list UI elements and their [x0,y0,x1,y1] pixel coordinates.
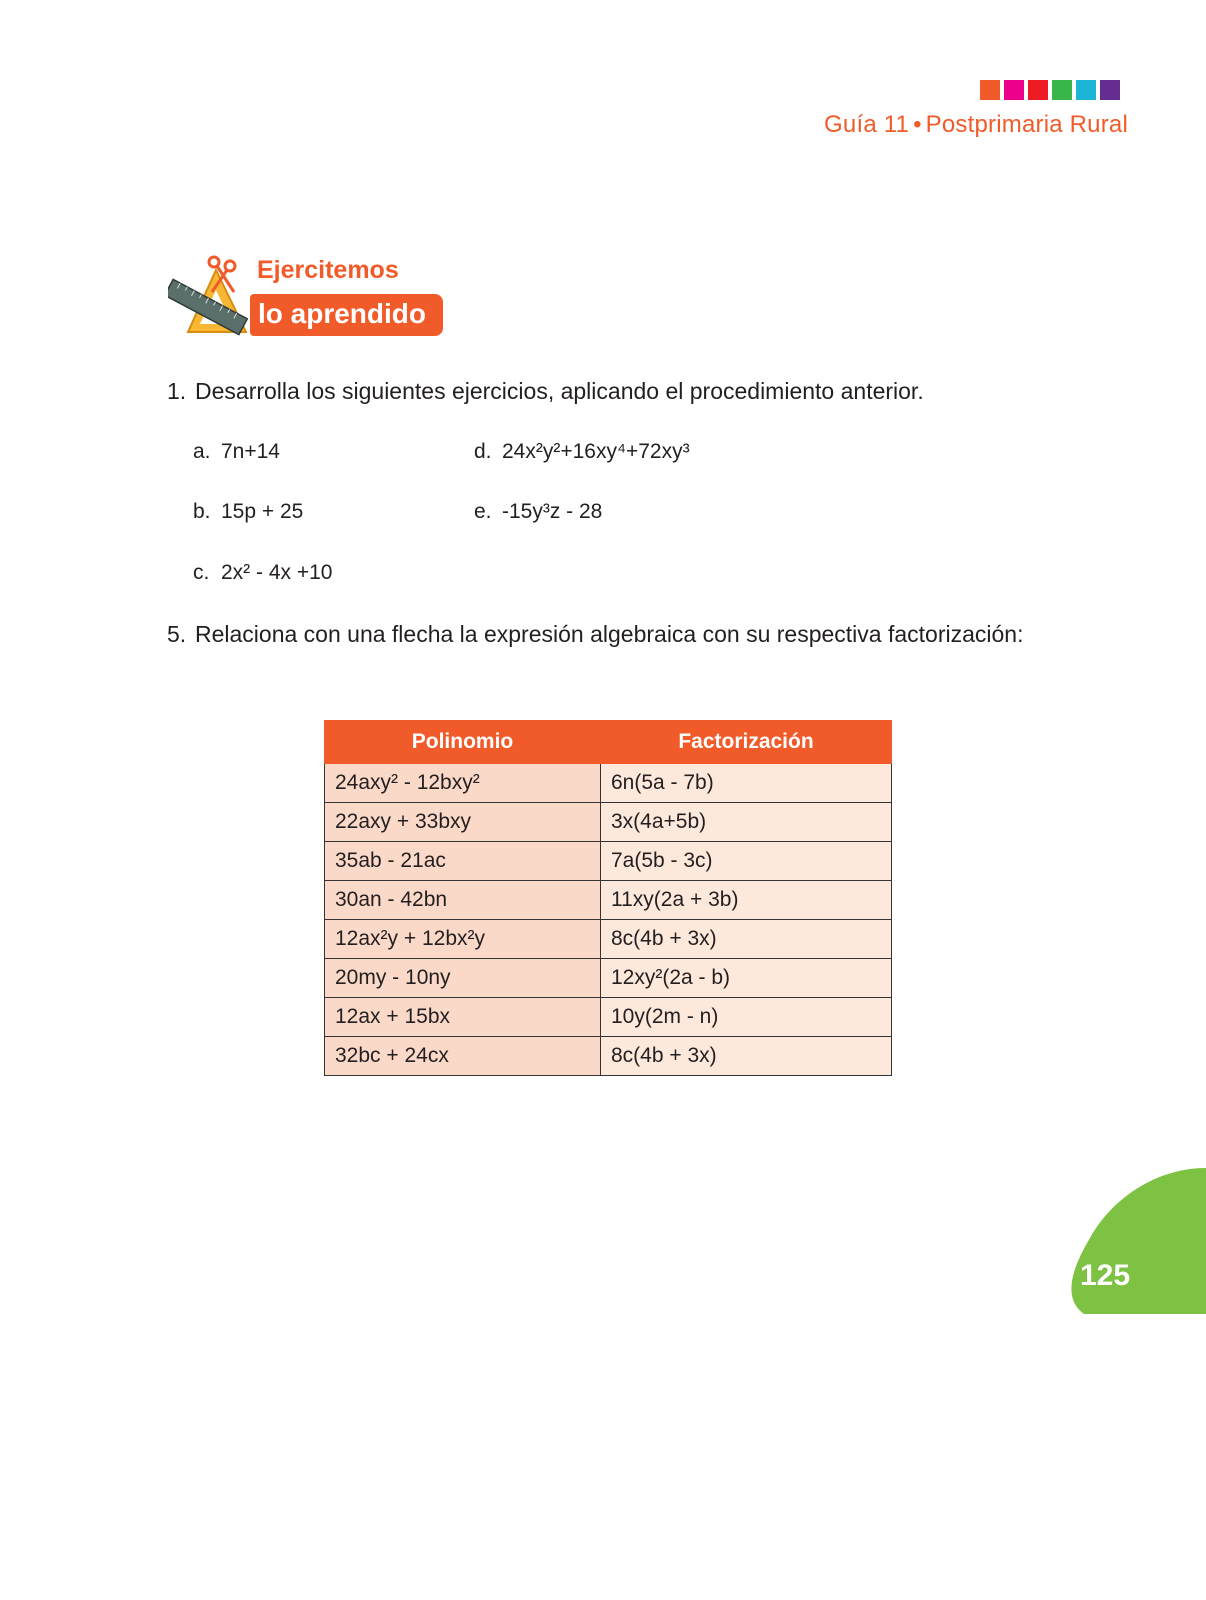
table-header-row [325,721,892,764]
table-row [325,764,892,803]
matching-table [324,720,892,1076]
header-bullet: • [913,111,922,138]
table-row [325,803,892,842]
exercise-label: d. [474,440,492,463]
color-square-magenta [1004,80,1024,100]
exercise-d [474,440,690,464]
factorization-cell: 10y(2m - n) [601,998,892,1037]
ruler-scissors-icon [168,252,258,342]
factorization-cell: 8c(4b + 3x) [601,1037,892,1076]
polynomial-cell: 35ab - 21ac [325,842,601,881]
exercise-e [474,500,602,524]
question-number: 5. [167,621,187,647]
guide-label: Guía 11 [824,111,910,138]
exercise-label: e. [474,500,492,523]
table-row [325,959,892,998]
table-row [325,998,892,1037]
header-polinomio: Polinomio [325,721,601,764]
exercise-a [193,440,280,464]
header-factorizacion: Factorización [601,721,892,764]
factorization-cell: 12xy²(2a - b) [601,959,892,998]
page-number: 125 [1080,1259,1131,1292]
question-5 [167,621,1023,648]
table-row [325,1037,892,1076]
factorization-cell: 6n(5a - 7b) [601,764,892,803]
color-square-green [1052,80,1072,100]
question-1 [167,378,924,405]
color-square-cyan [1076,80,1096,100]
polynomial-cell: 20my - 10ny [325,959,601,998]
exercise-label: b. [193,500,211,523]
exercise-c [193,561,332,585]
exercise-b [193,500,303,524]
exercise-label: c. [193,561,210,584]
factorization-cell: 7a(5b - 3c) [601,842,892,881]
table-row [325,842,892,881]
color-square-orange [980,80,1000,100]
exercise-expression: 24x²y²+16xy⁴+72xy³ [502,440,690,463]
section-title-line2: lo aprendido [250,294,443,336]
polynomial-cell: 30an - 42bn [325,881,601,920]
exercise-label: a. [193,440,211,463]
exercise-expression: 2x² - 4x +10 [221,561,333,584]
table-row [325,920,892,959]
section-heading [168,252,448,342]
polynomial-cell: 32bc + 24cx [325,1037,601,1076]
polynomial-cell: 22axy + 33bxy [325,803,601,842]
exercise-expression: 15p + 25 [221,500,304,523]
question-text: Desarrolla los siguientes ejercicios, aplicando el procedimiento anterior. [195,378,924,404]
color-square-red [1028,80,1048,100]
color-square-purple [1100,80,1120,100]
question-text: Relaciona con una flecha la expresión algebraica con su respectiva factorización: [195,621,1024,647]
factorization-cell: 11xy(2a + 3b) [601,881,892,920]
section-title-line1: Ejercitemos [257,256,399,284]
factorization-cell: 3x(4a+5b) [601,803,892,842]
exercise-expression: -15y³z - 28 [502,500,603,523]
header-subtitle: Postprimaria Rural [925,111,1128,138]
polynomial-cell: 12ax + 15bx [325,998,601,1037]
exercise-expression: 7n+14 [221,440,280,463]
polynomial-cell: 12ax²y + 12bx²y [325,920,601,959]
table-row [325,881,892,920]
factorization-cell: 8c(4b + 3x) [601,920,892,959]
color-stripe [980,80,1120,100]
question-number: 1. [167,378,187,404]
polynomial-cell: 24axy² - 12bxy² [325,764,601,803]
running-header [824,111,1128,139]
